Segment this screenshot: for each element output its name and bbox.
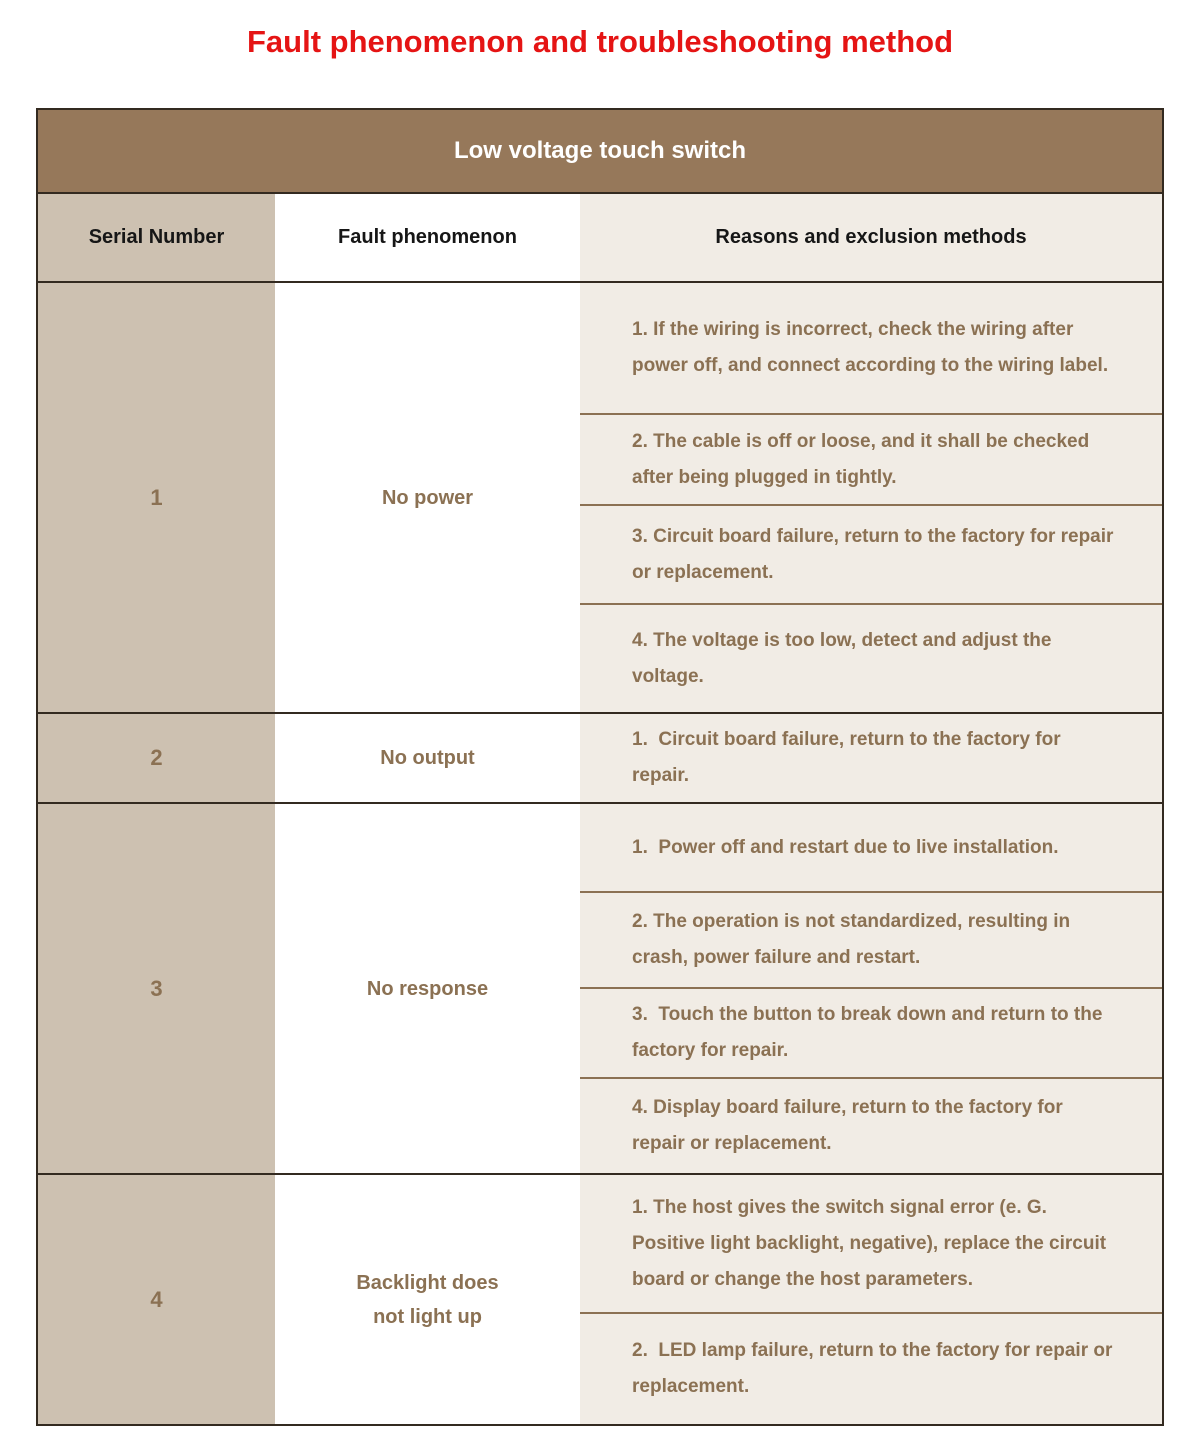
- column-header-fault-phenomenon: Fault phenomenon: [275, 194, 580, 281]
- reason-item: 2. The cable is off or loose, and it shall be checked after being plugged in tightly.: [580, 415, 1162, 506]
- serial-number-cell: 2: [38, 714, 275, 802]
- column-header-serial-number: Serial Number: [38, 194, 275, 281]
- reasons-cell: [580, 804, 1162, 1173]
- reason-item: 4. The voltage is too low, detect and adjust the voltage.: [632, 629, 1057, 687]
- table-header-band: [38, 110, 1162, 194]
- column-header-row: [38, 194, 1162, 283]
- column-header-reasons: Reasons and exclusion methods: [580, 194, 1162, 281]
- fault-phenomenon-label: No output: [380, 747, 475, 769]
- reason-item: 1. Circuit board failure, return to the factory for repair.: [632, 729, 1066, 786]
- reason-item: 2. The operation is not standardized, resulting in crash, power failure and restart.: [580, 893, 1162, 989]
- reason-item: 3. Touch the button to break down and return to the factory for repair.: [580, 989, 1162, 1079]
- fault-phenomenon-label: No power: [381, 486, 474, 509]
- page-title: Fault phenomenon and troubleshooting method: [246, 24, 954, 59]
- reason-item: 1. Power off and restart due to live installation.: [580, 804, 1162, 893]
- troubleshooting-table: [36, 108, 1164, 1426]
- reasons-cell: [580, 283, 1162, 712]
- fault-phenomenon-cell: [275, 283, 580, 712]
- table-row: [38, 283, 1162, 712]
- fault-phenomenon-cell: [275, 804, 580, 1173]
- serial-number-cell: 3: [38, 804, 275, 1173]
- reason-item: 3. Circuit board failure, return to the factory for repair or replacement.: [580, 506, 1162, 605]
- fault-phenomenon-cell: [275, 1175, 580, 1424]
- fault-phenomenon-cell: [275, 714, 580, 802]
- reason-item: 2. LED lamp failure, return to the factory for repair or replacement.: [632, 1340, 1118, 1397]
- serial-number-cell: 4: [38, 1175, 275, 1424]
- table-row: [38, 1173, 1162, 1424]
- serial-number-cell: 1: [38, 283, 275, 712]
- fault-phenomenon-label: No response: [366, 977, 489, 1000]
- reason-item: 4. Display board failure, return to the factory for repair or replacement.: [632, 1097, 1069, 1154]
- reason-item: 1. If the wiring is incorrect, check the wiring after power off, and connect according to the wiring label.: [580, 283, 1162, 415]
- table-header-label: Low voltage touch switch: [453, 137, 747, 164]
- fault-phenomenon-label: Backlight does not light up: [356, 1271, 499, 1328]
- reason-item: 1. The host gives the switch signal error (e. G. Positive light backlight, negative), replace the circuit board or change the host parameters.: [580, 1175, 1162, 1314]
- reasons-cell: [580, 714, 1162, 802]
- table-row: [38, 802, 1162, 1173]
- reasons-cell: [580, 1175, 1162, 1424]
- table-row: [38, 712, 1162, 802]
